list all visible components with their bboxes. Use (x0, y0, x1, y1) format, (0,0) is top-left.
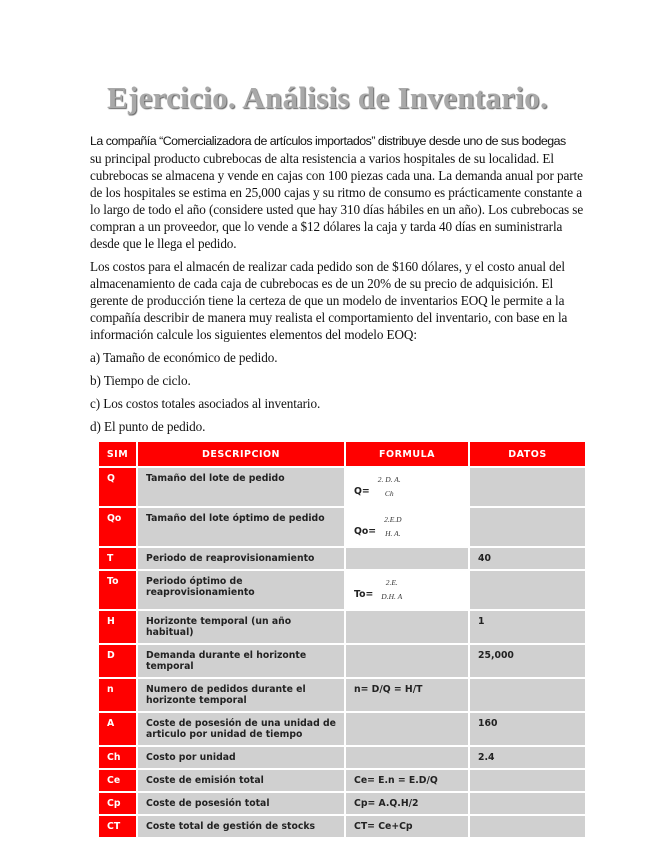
description-cell: Coste de posesión de una unidad de articulo por unidad de tiempo (138, 713, 344, 745)
formula-fraction (384, 513, 402, 541)
fraction-denominator: H. A. (385, 529, 401, 538)
header-sim: SIM (99, 442, 136, 466)
table-row (99, 713, 585, 745)
formula-cell: n= D/Q = H/T (346, 679, 468, 711)
formula-cell (346, 645, 468, 677)
paragraph-first-line: La compañía “Comercializadora de artículos importados” distribuye desde uno de sus bodegas (90, 134, 566, 148)
symbol-cell: Qo (99, 508, 136, 546)
description-cell: Coste total de gestión de stocks (138, 816, 344, 837)
formula-label: Q= (354, 485, 370, 497)
formula-cell (346, 571, 468, 609)
datos-cell: 25,000 (470, 645, 585, 677)
table-row (99, 571, 585, 609)
symbol-cell: T (99, 548, 136, 569)
fraction-numerator: 2.E.D (384, 515, 402, 524)
description-cell: Tamaño del lote de pedido (138, 468, 344, 506)
formula-cell: Cp= A.Q.H/2 (346, 793, 468, 814)
datos-cell (470, 793, 585, 814)
datos-cell (470, 770, 585, 791)
table-row (99, 645, 585, 677)
symbol-cell: CT (99, 816, 136, 837)
eoq-table (97, 440, 587, 839)
datos-cell (470, 468, 585, 506)
formula-cell (346, 468, 468, 506)
symbol-cell: A (99, 713, 136, 745)
table-row (99, 793, 585, 814)
table-row (99, 548, 585, 569)
formula-cell: CT= Ce+Cp (346, 816, 468, 837)
description-cell: Periodo de reaprovisionamiento (138, 548, 344, 569)
task-list (90, 349, 592, 435)
list-item: c) Los costos totales asociados al inventario. (90, 396, 321, 411)
formula-label: Qo= (354, 525, 377, 537)
paragraph: su principal producto cubrebocas de alta resistencia a varios hospitales de su localidad. El cubrebocas se almacena y vende en cajas con 100 piezas cada una. La demanda anual por parte de los hospitales se estima en 25,000 cajas y su ritmo de consumo es prácticamente constante a lo largo de todo el año (considere usted que hay 310 días hábiles en un año). Los cubrebocas se compran a un proveedor, que lo vende a $12 dólares la caja y tarda 40 días en suministrarla desde que le llega el pedido. (90, 151, 584, 251)
description-cell: Horizonte temporal (un año habitual) (138, 611, 344, 643)
document-title: Ejercicio. Análisis de Inventario. (106, 80, 549, 115)
description-cell: Tamaño del lote óptimo de pedido (138, 508, 344, 546)
description-cell: Coste de emisión total (138, 770, 344, 791)
table-row (99, 611, 585, 643)
description-cell: Demanda durante el horizonte temporal (138, 645, 344, 677)
formula-fraction (381, 576, 402, 604)
datos-cell (470, 508, 585, 546)
datos-cell: 160 (470, 713, 585, 745)
fraction-denominator: D.H. A (381, 592, 403, 601)
datos-cell (470, 679, 585, 711)
description-cell: Periodo óptimo de reaprovisionamiento (138, 571, 344, 609)
symbol-cell: n (99, 679, 136, 711)
list-item: d) El punto de pedido. (90, 419, 206, 434)
formula-cell (346, 548, 468, 569)
formula-label: To= (354, 588, 374, 600)
header-formula: FORMULA (346, 442, 468, 466)
symbol-cell: Ce (99, 770, 136, 791)
fraction-denominator: Ch (384, 489, 394, 498)
symbol-cell: D (99, 645, 136, 677)
datos-cell: 40 (470, 548, 585, 569)
problem-statement (90, 133, 592, 441)
symbol-cell: Q (99, 468, 136, 506)
table-row (99, 679, 585, 711)
formula-fraction (378, 473, 401, 501)
formula-cell (346, 747, 468, 768)
formula-cell: Ce= E.n = E.D/Q (346, 770, 468, 791)
list-item: a) Tamaño de económico de pedido. (90, 350, 278, 365)
symbol-cell: Ch (99, 747, 136, 768)
formula-cell (346, 611, 468, 643)
datos-cell (470, 571, 585, 609)
description-cell: Coste de posesión total (138, 793, 344, 814)
datos-cell (470, 816, 585, 837)
symbol-cell: H (99, 611, 136, 643)
symbol-cell: To (99, 571, 136, 609)
header-descripcion: DESCRIPCION (138, 442, 344, 466)
table-row (99, 747, 585, 768)
symbol-cell: Cp (99, 793, 136, 814)
table-row (99, 508, 585, 546)
table-row (99, 468, 585, 506)
table-row (99, 816, 585, 837)
datos-cell: 2.4 (470, 747, 585, 768)
paragraph: Los costos para el almacén de realizar cada pedido son de $160 dólares, y el costo anual del almacenamiento de cada caja de cubrebocas es de un 20% de su precio de adquisición. El gerente de producción tiene la certeza de que un modelo de inventarios EOQ le permite a la compañía describir de manera muy realista el comportamiento del inventario, con base en la información calcule los siguientes elementos del modelo EOQ: (90, 259, 568, 342)
header-datos: DATOS (470, 442, 585, 466)
formula-cell (346, 508, 468, 546)
fraction-numerator: 2.E. (385, 578, 398, 587)
formula-cell (346, 713, 468, 745)
datos-cell: 1 (470, 611, 585, 643)
description-cell: Numero de pedidos durante el horizonte temporal (138, 679, 344, 711)
fraction-numerator: 2. D. A. (377, 475, 401, 484)
list-item: b) Tiempo de ciclo. (90, 373, 191, 388)
table-row (99, 770, 585, 791)
description-cell: Costo por unidad (138, 747, 344, 768)
